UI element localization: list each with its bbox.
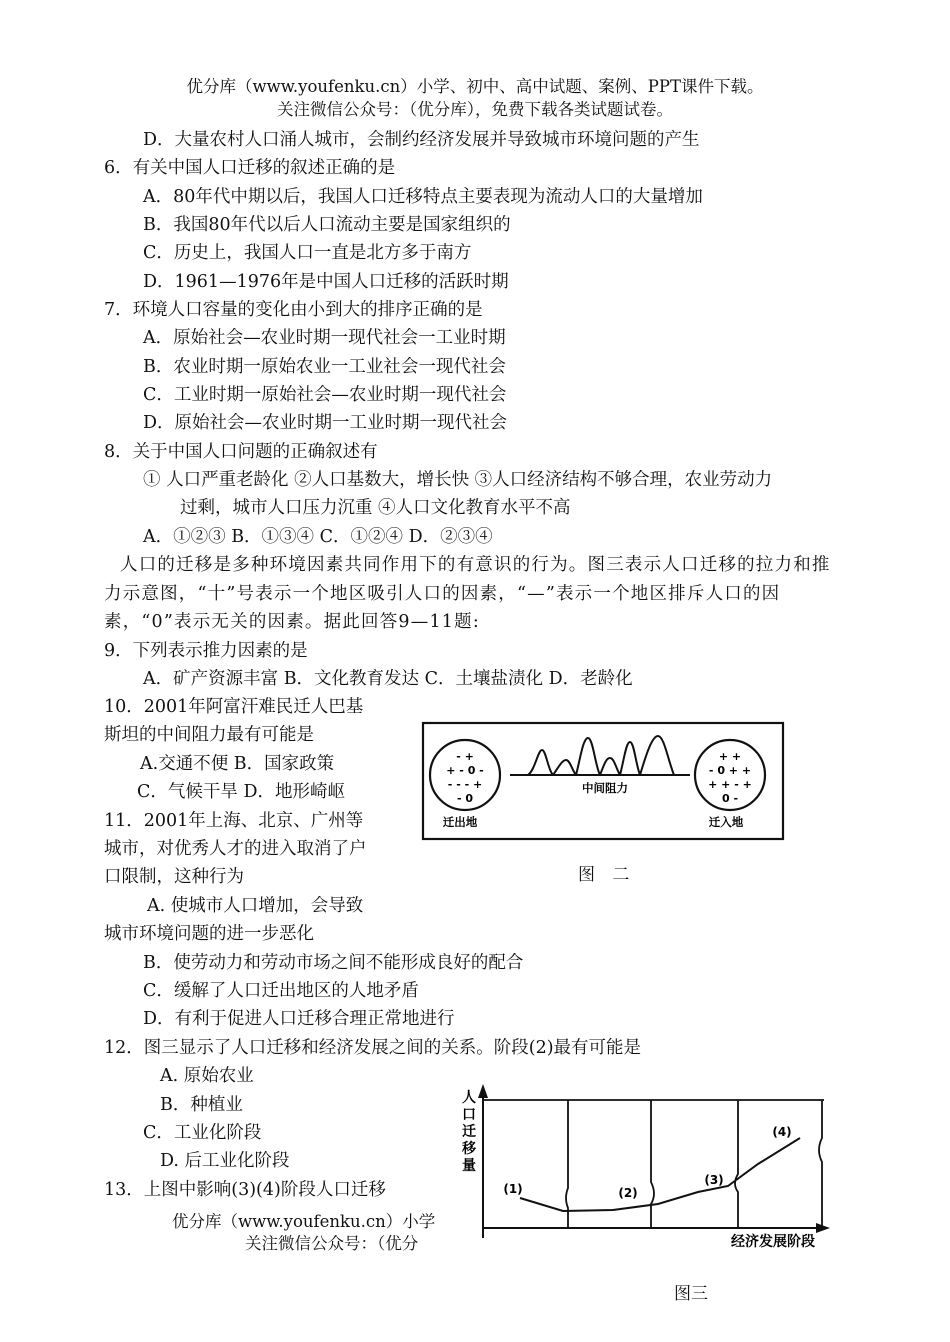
destination-row-1: + + bbox=[718, 750, 742, 763]
q6-option-b: B．我国80年代以后人口流动主要是国家组织的 bbox=[143, 215, 511, 235]
intro-line-3: 素，“0”表示无关的因素。据此回答9—11题: bbox=[104, 612, 480, 632]
q13-stem: 13．上图中影响(3)(4)阶段人口迁移 bbox=[104, 1180, 386, 1200]
origin-row-2: + - 0 - bbox=[446, 764, 484, 777]
q6-stem: 6．有关中国人口迁移的叙述正确的是 bbox=[104, 158, 396, 178]
q6-option-a: A．80年代中期以后，我国人口迁移特点主要表现为流动人口的大量增加 bbox=[143, 187, 703, 207]
origin-row-3: - - - + bbox=[447, 778, 483, 791]
q8-options: A．①②③ B．①③④ C．①②④ D．②③④ bbox=[143, 527, 493, 547]
q11-option-d: D．有利于促进人口迁移合理正常地进行 bbox=[143, 1009, 455, 1029]
y-axis-label bbox=[461, 1090, 477, 1174]
y-label-char-5: 量 bbox=[462, 1158, 476, 1174]
destination-row-4: 0 - bbox=[721, 792, 739, 805]
x-axis-label: 经济发展阶段 bbox=[731, 1234, 815, 1250]
q7-option-d: D．原始社会—农业时期一工业时期一现代社会 bbox=[143, 413, 508, 433]
header-line-2: 关注微信公众号：（优分库），免费下载各类试题试卷。 bbox=[277, 100, 673, 119]
q6-option-c: C．历史上，我国人口一直是北方多于南方 bbox=[143, 243, 472, 263]
figure-2-push-pull-diagram bbox=[420, 720, 786, 842]
q8-stem: 8．关于中国人口问题的正确叙述有 bbox=[104, 442, 378, 462]
q11-stem-line-2: 城市，对优秀人才的进入取消了户 bbox=[104, 839, 367, 859]
stage-label-3: (3) bbox=[704, 1173, 724, 1187]
y-label-char-2: 口 bbox=[462, 1107, 476, 1123]
stage-label-1: (1) bbox=[503, 1182, 523, 1196]
q11-option-a-line-2: 城市环境问题的进一步恶化 bbox=[104, 924, 314, 944]
origin-label: 迁出地 bbox=[442, 815, 478, 829]
stage-label-4: (4) bbox=[772, 1125, 792, 1139]
q12-option-b: B．种植业 bbox=[160, 1095, 243, 1115]
footer-line-1: 优分库（www.youfenku.cn）小学 bbox=[172, 1212, 436, 1231]
footer-line-2: 关注微信公众号：（优分 bbox=[245, 1234, 419, 1253]
q6-option-d: D．1961—1976年是中国人口迁移的活跃时期 bbox=[143, 272, 509, 292]
q12-stem: 12．图三显示了人口迁移和经济发展之间的关系。阶段(2)最有可能是 bbox=[104, 1038, 642, 1058]
q8-items-line-2: 过剩，城市人口压力沉重 ④人口文化教育水平不高 bbox=[180, 498, 571, 518]
q5-option-d: D．大量农村人口涌人城市，会制约经济发展并导致城市环境问题的产生 bbox=[143, 130, 700, 150]
q10-options-line-1: A.交通不便 B．国家政策 bbox=[140, 754, 335, 774]
q12-option-a: A. 原始农业 bbox=[160, 1066, 254, 1086]
middle-obstacle-label: 中间阻力 bbox=[582, 781, 628, 795]
q7-stem: 7．环境人口容量的变化由小到大的排序正确的是 bbox=[104, 300, 483, 320]
q11-stem-line-3: 口限制，这种行为 bbox=[104, 867, 244, 887]
q9-stem: 9．下列表示推力因素的是 bbox=[104, 641, 308, 661]
q11-option-a-line-1: A. 使城市人口增加，会导致 bbox=[147, 896, 364, 916]
q10-stem-line-1: 10．2001年阿富汗难民迁人巴基 bbox=[104, 697, 364, 717]
header-line-1: 优分库（www.youfenku.cn）小学、初中、高中试题、案例、PPT课件下载。 bbox=[186, 77, 764, 96]
q12-option-c: C．工业化阶段 bbox=[143, 1123, 262, 1143]
q12-option-d: D. 后工业化阶段 bbox=[160, 1151, 290, 1171]
intro-line-1: 人口的迁移是多种环境因素共同作用下的有意识的行为。图三表示人口迁移的拉力和推 bbox=[120, 555, 831, 575]
destination-label: 迁入地 bbox=[708, 815, 744, 829]
q10-options-line-2: C．气候干旱 D．地形崎岖 bbox=[137, 782, 345, 802]
q11-stem-line-1: 11．2001年上海、北京、广州等 bbox=[104, 811, 364, 831]
stage-label-2: (2) bbox=[618, 1186, 638, 1200]
origin-row-4: - 0 bbox=[456, 792, 474, 805]
origin-row-1: - + bbox=[456, 750, 474, 763]
figure-3-caption: 图三 bbox=[674, 1284, 708, 1304]
y-label-char-4: 移 bbox=[462, 1141, 476, 1157]
intro-line-2: 力示意图，“十”号表示一个地区吸引人口的因素，“—”表示一个地区排斥人口的因 bbox=[104, 584, 781, 604]
q7-option-a: A．原始社会—农业时期一现代社会一工业时期 bbox=[143, 328, 506, 348]
q10-stem-line-2: 斯坦的中间阻力最有可能是 bbox=[104, 725, 314, 745]
q8-items-line-1: ① 人口严重老龄化 ②人口基数大，增长快 ③人口经济结构不够合理，农业劳动力 bbox=[143, 470, 773, 490]
q7-option-c: C．工业时期一原始社会—农业时期一现代社会 bbox=[143, 385, 507, 405]
y-label-char-1: 人 bbox=[462, 1090, 476, 1106]
figure-3-stage-chart bbox=[438, 1078, 838, 1250]
q7-option-b: B．农业时期一原始农业一工业社会一现代社会 bbox=[143, 357, 506, 377]
figure-2-caption: 图 二 bbox=[578, 865, 636, 885]
destination-row-3: + + - + bbox=[708, 778, 752, 791]
q9-options: A．矿产资源丰富 B．文化教育发达 C．土壤盐渍化 D．老龄化 bbox=[143, 669, 633, 689]
q11-option-c: C．缓解了人口迁出地区的人地矛盾 bbox=[143, 981, 419, 1001]
y-label-char-3: 迁 bbox=[462, 1124, 476, 1140]
destination-row-2: - 0 + + bbox=[708, 764, 752, 777]
q11-option-b: B．使劳动力和劳动市场之间不能形成良好的配合 bbox=[143, 953, 524, 973]
